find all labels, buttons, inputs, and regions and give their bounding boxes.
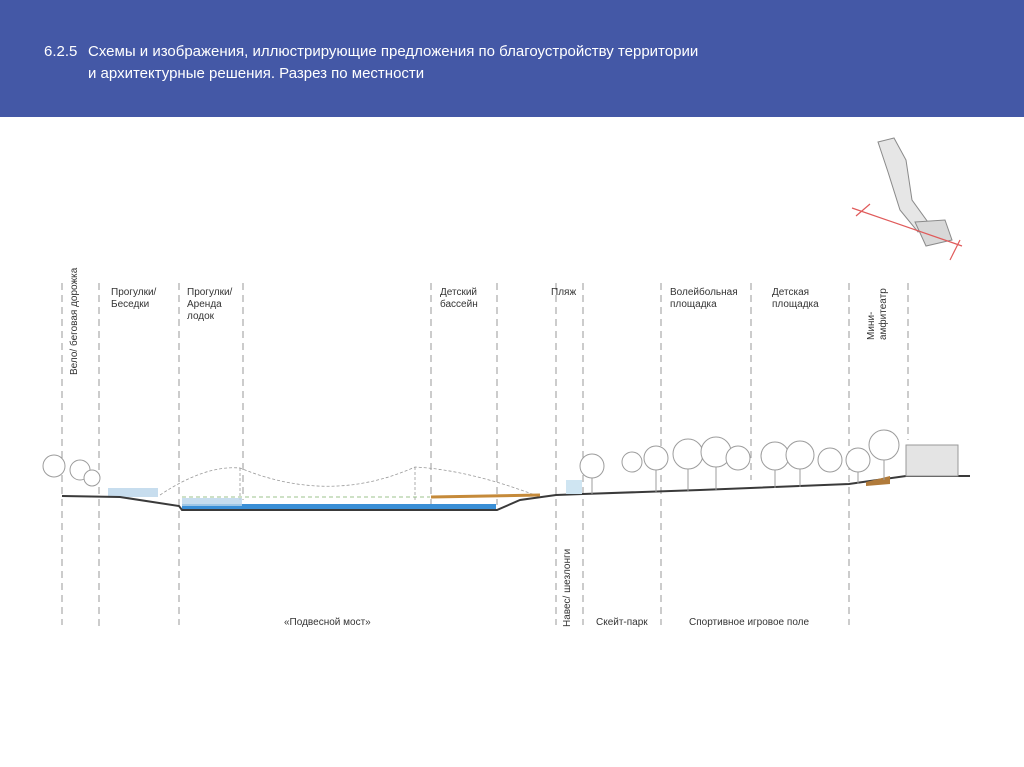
trees bbox=[43, 430, 899, 486]
label-naves: Навес/ шезлонги bbox=[562, 548, 573, 627]
label-voleyball: Волейбольная площадка bbox=[670, 287, 738, 310]
label-sport: Спортивное игровое поле bbox=[689, 617, 810, 628]
page-title-line1: Схемы и изображения, иллюстрирующие предложения по благоустройству территории bbox=[88, 43, 699, 60]
label-skate: Скейт-парк bbox=[596, 617, 648, 628]
label-velo: Вело/ беговая дорожка bbox=[69, 267, 80, 375]
page-title-line2: и архитектурные решения. Разрез по местности bbox=[88, 65, 425, 82]
label-detskiy-basseyn: Детский бассейн bbox=[440, 287, 478, 310]
gazebo bbox=[108, 488, 158, 497]
building bbox=[906, 445, 958, 476]
label-progulki-besedki: Прогулки/ Беседки bbox=[111, 287, 157, 310]
section-number: 6.2.5 bbox=[44, 43, 78, 60]
label-progulki-arenda: Прогулки/ Аренда лодок bbox=[187, 287, 233, 322]
key-plan-icon bbox=[852, 138, 962, 260]
beach-canopy bbox=[566, 480, 582, 494]
boats bbox=[182, 498, 242, 506]
label-plyazh: Пляж bbox=[551, 287, 577, 298]
label-detskaya: Детская площадка bbox=[772, 287, 819, 310]
label-bridge: «Подвесной мост» bbox=[284, 617, 371, 628]
label-mini-amfiteatr: Мини- амфитеатр bbox=[866, 288, 889, 340]
pool-deck bbox=[431, 495, 540, 497]
